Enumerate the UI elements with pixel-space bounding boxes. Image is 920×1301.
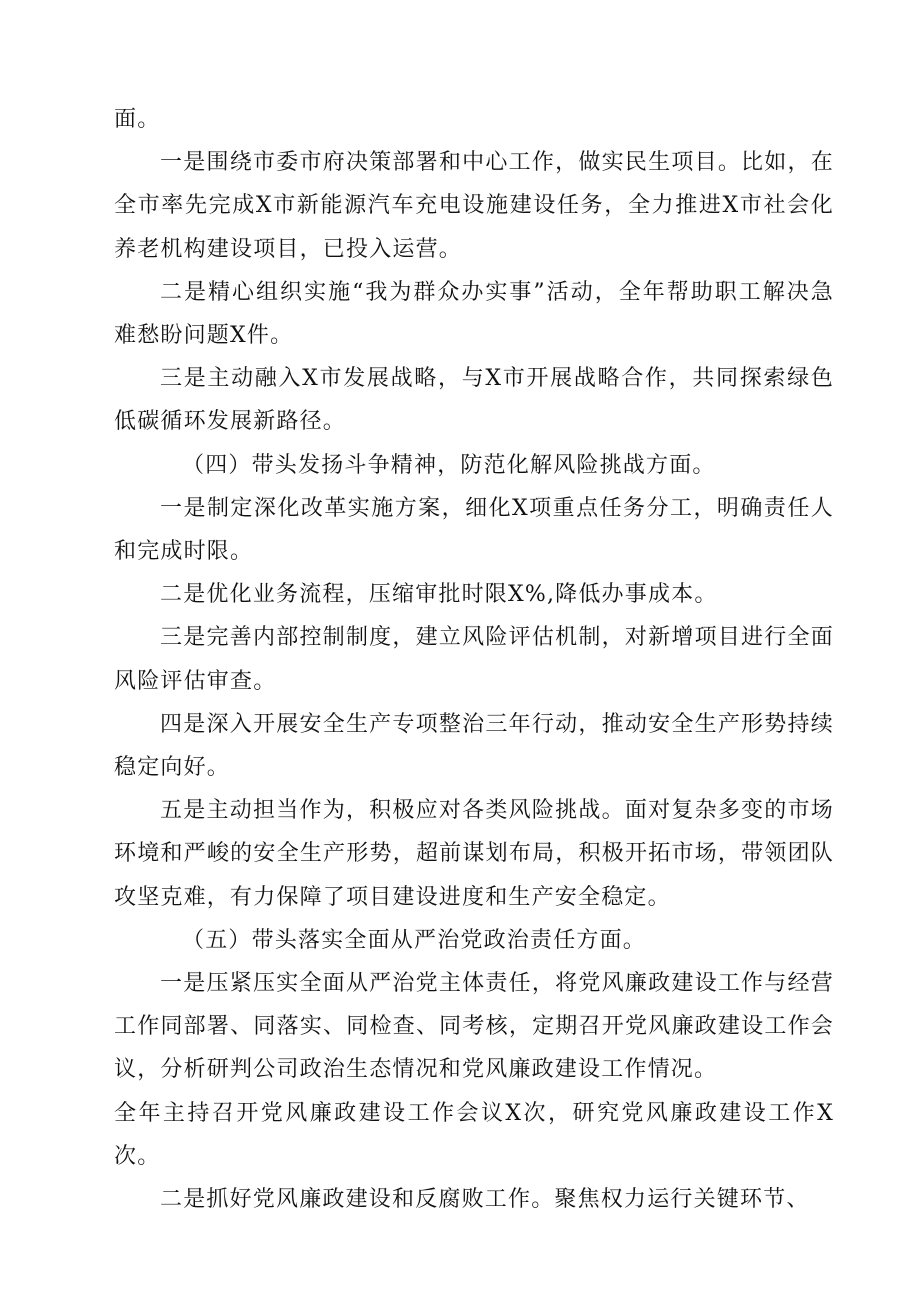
paragraph-item-4-4: 四是深入开展安全生产专项整治三年行动，推动安全生产形势持续稳定向好。 — [114, 711, 834, 781]
paragraph-item-4-5: 五是主动担当作为，积极应对各类风险挑战。面对复杂多变的市场环境和严峻的安全生产形势，超前谋划布局，积极开拓市场，带领团队攻坚克难，有力保障了项目建设进度和生产安全稳定。 — [114, 798, 834, 910]
section-heading-4: （四）带头发扬斗争精神，防范化解风险挑战方面。 — [182, 452, 716, 478]
paragraph-item-2: 二是精心组织实施“我为群众办实事”活动，全年帮助职工解决急难愁盼问题X件。 — [114, 279, 834, 349]
paragraph-summary: 全年主持召开党风廉政建设工作会议X次，研究党风廉政建设工作X次。 — [114, 1100, 834, 1169]
paragraph-item-4-1: 一是制定深化改革实施方案，细化X项重点任务分工，明确责任人和完成时限。 — [114, 495, 834, 565]
paragraph-continuation: 面。 — [114, 107, 161, 132]
paragraph-item-1: 一是围绕市委市府决策部署和中心工作，做实民生项目。比如，在全市率先完成X市新能源汽车充电设施建设任务，全力推进X市社会化养老机构建设项目，已投入运营。 — [114, 150, 834, 262]
paragraph-item-3: 三是主动融入X市发展战略，与X市开展战略合作，共同探索绿色低碳循环发展新路径。 — [114, 366, 834, 435]
paragraph-item-5-2: 二是抓好党风廉政建设和反腐败工作。聚焦权力运行关键环节、 — [160, 1187, 810, 1213]
document-body — [114, 98, 834, 1221]
paragraph-item-4-2: 二是优化业务流程，压缩审批时限X%,降低办事成本。 — [160, 582, 718, 608]
section-heading-5: （五）带头落实全面从严治党政治责任方面。 — [182, 927, 647, 953]
paragraph-item-5-1: 一是压紧压实全面从严治党主体责任，将党风廉政建设工作与经营工作同部署、同落实、同检查、同考核，定期召开党风廉政建设工作会议，分析研判公司政治生态情况和党风廉政建设工作情况。 — [114, 971, 834, 1083]
paragraph-item-4-3: 三是完善内部控制制度，建立风险评估机制，对新增项目进行全面风险评估审查。 — [114, 625, 834, 694]
